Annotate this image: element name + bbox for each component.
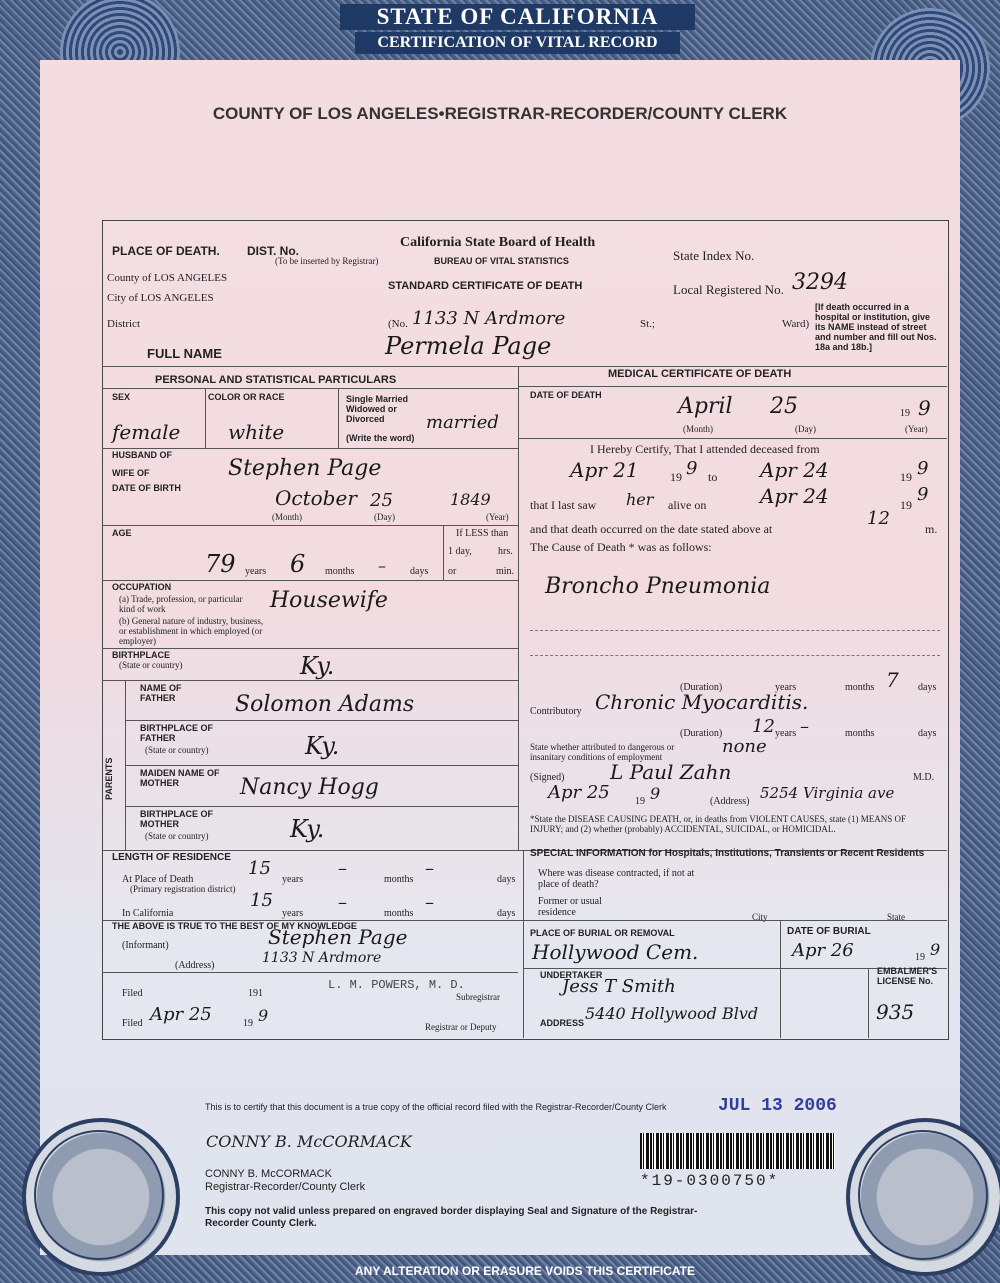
res-cal-days: – (425, 892, 434, 913)
informant-value: Stephen Page (268, 925, 408, 949)
city-field: City of LOS ANGELES (107, 292, 214, 304)
burial-19: 19 (915, 952, 925, 963)
medical-heading: MEDICAL CERTIFICATE OF DEATH (608, 368, 792, 380)
filed-label-2: Filed (122, 1018, 143, 1029)
invalid-note: This copy not valid unless prepared on engraved border displaying Seal and Signature of the Registrar-Recorder County Clerk. (205, 1206, 698, 1229)
alive-year: 9 (917, 484, 929, 505)
bureau-title: BUREAU OF VITAL STATISTICS (434, 256, 569, 266)
barcode (640, 1133, 835, 1169)
undertaker-label: UNDERTAKER (540, 970, 603, 980)
signed-label: (Signed) (530, 772, 565, 783)
dob-month: October (275, 486, 357, 510)
res-place-label: At Place of Death (122, 874, 194, 885)
date-of-death-label: DATE OF DEATH (530, 390, 602, 400)
contracted-label: Where was disease contracted, if not at place of death? (538, 868, 695, 890)
certify-text-footer: This is to certify that this document is a true copy of the official record filed with the Registrar-Recorder/County Clerk (205, 1102, 667, 1112)
special-info-label: SPECIAL INFORMATION for Hospitals, Institutions, Transients or Recent Residents (530, 848, 925, 859)
embalmer-value: 935 (876, 1000, 915, 1024)
death-month: April (678, 394, 733, 419)
parents-label: PARENTS (104, 757, 114, 800)
dob-label: DATE OF BIRTH (112, 483, 181, 493)
cal-months-caption: months (384, 908, 414, 919)
min-label: min. (496, 566, 515, 577)
contributory-label: Contributory (530, 706, 582, 717)
duration1-label: (Duration) (680, 682, 723, 693)
certification-banner: CERTIFICATION OF VITAL RECORD (355, 32, 680, 54)
county-seal (846, 1118, 1000, 1276)
filed-191: 191 (248, 988, 263, 999)
barcode-text: *19-0300750* (640, 1172, 780, 1190)
duration2-months-caption: months (845, 728, 875, 739)
danger-label: State whether attributed to dangerous or insanitary conditions of employment (530, 742, 675, 762)
attend-from-date: Apr 21 (570, 458, 639, 482)
filed-19: 19 (243, 1018, 253, 1029)
attend-to-date: Apr 24 (760, 458, 829, 482)
father-birthplace-label: BIRTHPLACE OF FATHER (140, 723, 213, 743)
death-day: 25 (770, 394, 798, 419)
birthplace-note: (State or country) (119, 660, 183, 670)
mother-name-label: MAIDEN NAME OF MOTHER (140, 768, 220, 788)
less-than-label: If LESS than (456, 528, 509, 539)
standard-certificate-title: STANDARD CERTIFICATE OF DEATH (388, 280, 583, 292)
filed-date: Apr 25 (150, 1004, 212, 1025)
certify-text: I Hereby Certify, That I attended deceased from (590, 442, 820, 456)
duration1-days: days (918, 682, 937, 693)
undertaker-value: Jess T Smith (562, 976, 676, 997)
death-month-caption: (Month) (683, 424, 713, 434)
county-field: County of LOS ANGELES (107, 272, 228, 284)
issue-date-stamp: JUL 13 2006 (718, 1096, 837, 1116)
mother-name-value: Nancy Hogg (240, 775, 379, 800)
res-years-caption: years (282, 874, 304, 885)
mother-birthplace-value: Ky. (290, 815, 325, 843)
sex-value: female (112, 420, 181, 444)
hrs-label: hrs. (498, 546, 513, 557)
ward-label: Ward) (782, 318, 810, 330)
death-year-caption: (Year) (905, 424, 928, 434)
residence-label: LENGTH OF RESIDENCE (112, 852, 231, 863)
address-no-label: (No. (388, 318, 408, 330)
duration2-years-caption: years (775, 728, 797, 739)
attend-from-year: 9 (686, 458, 698, 479)
alteration-warning: ANY ALTERATION OR ERASURE VOIDS THIS CERTIFICATE (355, 1264, 696, 1278)
spouse-value: Stephen Page (228, 456, 382, 481)
cause-intro: The Cause of Death * was as follows: (530, 540, 712, 554)
husband-label: HUSBAND OF (112, 450, 172, 460)
death-address: 1133 N Ardmore (412, 308, 566, 329)
burial-place-value: Hollywood Cem. (532, 940, 699, 964)
signed-19: 19 (635, 796, 645, 807)
informant-label: (Informant) (122, 940, 169, 951)
death-year: 9 (918, 396, 931, 420)
informant-address-label: (Address) (175, 960, 215, 971)
res-cal-years: 15 (250, 890, 273, 911)
state-banner: STATE OF CALIFORNIA (340, 4, 695, 30)
marital-note: (Write the word) (346, 433, 415, 443)
dob-year-caption: (Year) (486, 512, 509, 522)
age-label: AGE (112, 528, 132, 538)
death-19: 19 (900, 408, 910, 419)
last-saw-text: that I last saw (530, 498, 597, 512)
local-registered-label: Local Registered No. (673, 282, 784, 297)
years-caption: years (245, 566, 267, 577)
dob-month-caption: (Month) (272, 512, 302, 522)
sex-label: SEX (112, 392, 131, 402)
cal-years-caption: years (282, 908, 304, 919)
embalmer-label: EMBALMER'S LICENSE No. (877, 966, 938, 986)
personal-heading: PERSONAL AND STATISTICAL PARTICULARS (155, 374, 397, 386)
res-place-months: – (338, 858, 347, 879)
father-birthplace-value: Ky. (305, 732, 340, 760)
wife-label: WIFE OF (112, 468, 150, 478)
res-days-caption: days (497, 874, 516, 885)
state-index-label: State Index No. (673, 248, 755, 263)
duration2-label: (Duration) (680, 728, 723, 739)
cal-days-caption: days (497, 908, 516, 919)
mother-birthplace-label: BIRTHPLACE OF MOTHER (140, 809, 213, 829)
res-place-note: (Primary registration district) (130, 884, 236, 894)
duration1-years: years (775, 682, 797, 693)
registrar-stamp: L. M. POWERS, M. D. (328, 978, 465, 992)
cause-of-death: Broncho Pneumonia (545, 574, 771, 599)
full-name-label: FULL NAME (147, 346, 222, 361)
burial-place-label: PLACE OF BURIAL OR REMOVAL (530, 928, 675, 938)
clerk-signature: CONNY B. McCORMACK (206, 1132, 412, 1151)
clerk-name: CONNY B. McCORMACK (205, 1168, 332, 1180)
age-months: 6 (290, 550, 306, 578)
death-day-caption: (Day) (795, 424, 816, 434)
marital-label: Single Married Widowed or Divorced (346, 394, 409, 424)
undertaker-address: 5440 Hollywood Blvd (585, 1004, 759, 1023)
res-place-years: 15 (248, 858, 271, 879)
burial-year: 9 (930, 940, 941, 959)
dob-day: 25 (370, 490, 393, 511)
age-days: – (378, 556, 386, 575)
dist-no-label: DIST. No. (247, 244, 300, 258)
informant-address: 1133 N Ardmore (262, 950, 382, 966)
in-california-label: In California (122, 908, 174, 919)
st-label: St.; (640, 318, 655, 330)
occupation-value: Housewife (270, 588, 388, 613)
birthplace-label: BIRTHPLACE (112, 650, 170, 660)
her-value: her (626, 490, 654, 509)
father-birthplace-note: (State or country) (145, 745, 209, 755)
place-of-death-label: PLACE OF DEATH. (112, 244, 220, 258)
burial-date-value: Apr 26 (792, 940, 854, 961)
duration2-years: 12 (752, 716, 775, 737)
occupation-label: OCCUPATION (112, 582, 172, 592)
father-name-label: NAME OF FATHER (140, 683, 182, 703)
dist-note: (To be inserted by Registrar) (275, 256, 379, 266)
registrar-deputy-label: Registrar or Deputy (425, 1022, 497, 1032)
res-months-caption: months (384, 874, 414, 885)
dob-day-caption: (Day) (374, 512, 395, 522)
cause-footnote: *State the DISEASE CAUSING DEATH, or, in deaths from VIOLENT CAUSES, state (1) MEANS OF INJURY; and (2) whether (probably) ACCIDENTAL, SUICIDAL, or HOMICIDAL. (530, 814, 907, 834)
or-label: or (448, 566, 457, 577)
res-cal-months: – (338, 892, 347, 913)
color-value: white (228, 420, 285, 444)
above-true-label: THE ABOVE IS TRUE TO THE BEST OF MY KNOWLEDGE (112, 921, 357, 931)
former-residence-label: Former or usual residence (538, 896, 602, 918)
contributory-value: Chronic Myocarditis. (595, 690, 809, 714)
occurred-text: and that death occurred on the date stated above at (530, 522, 773, 536)
mother-birthplace-note: (State or country) (145, 831, 209, 841)
district-label: District (107, 318, 140, 330)
father-name-value: Solomon Adams (235, 692, 415, 717)
marital-value: married (426, 412, 499, 433)
hospital-note: [If death occurred in a hospital or institution, give its NAME instead of street and number and fill out Nos. 18a and 18b.] (815, 302, 937, 352)
duration1-months-caption: months (845, 682, 875, 693)
res-place-days: – (425, 858, 434, 879)
age-years: 79 (205, 550, 236, 578)
alive-date: Apr 24 (760, 484, 829, 508)
occupation-a-note: (a) Trade, profession, or particular kind of work (119, 594, 243, 614)
board-title: California State Board of Health (400, 235, 596, 250)
danger-value: none (722, 736, 767, 757)
state-caption: State (887, 912, 905, 922)
one-day-label: 1 day, (448, 546, 472, 557)
local-registered-number: 3294 (792, 270, 848, 295)
clerk-title: Registrar-Recorder/County Clerk (205, 1181, 366, 1193)
burial-date-label: DATE OF BURIAL (787, 926, 871, 937)
duration1-months: 7 (886, 668, 899, 692)
dob-year: 1849 (450, 490, 491, 509)
md-label: M.D. (913, 772, 935, 783)
birthplace-value: Ky. (300, 652, 335, 680)
to-label: to (708, 470, 718, 484)
death-time: 12 (867, 508, 890, 529)
alive-19: 19 (900, 498, 912, 512)
full-name-value: Permela Page (385, 332, 552, 360)
duration2-months: – (800, 716, 809, 737)
attend-to-year: 9 (917, 458, 929, 479)
color-label: COLOR OR RACE (208, 392, 285, 402)
subregistrar-label: Subregistrar (456, 992, 500, 1002)
to-19: 19 (900, 470, 912, 484)
undertaker-address-label: ADDRESS (540, 1018, 585, 1028)
physician-signature: L Paul Zahn (610, 760, 732, 784)
city-caption: City (752, 912, 768, 922)
signed-year: 9 (650, 784, 661, 803)
from-19: 19 (670, 470, 682, 484)
filed-year: 9 (258, 1006, 269, 1025)
duration2-days: days (918, 728, 937, 739)
phys-address-label: (Address) (710, 796, 750, 807)
occupation-b-note: (b) General nature of industry, business, or establishment in which employed (or employer) (119, 616, 264, 646)
filed-label-1: Filed (122, 988, 143, 999)
physician-address: 5254 Virginia ave (760, 784, 895, 802)
state-seal (22, 1118, 180, 1276)
months-caption: months (325, 566, 355, 577)
signed-date: Apr 25 (548, 782, 610, 803)
alive-on-text: alive on (668, 498, 707, 512)
time-suffix: m. (925, 522, 938, 536)
days-caption: days (410, 566, 429, 577)
county-heading: COUNTY OF LOS ANGELES•REGISTRAR-RECORDER/COUNTY CLERK (212, 104, 788, 123)
